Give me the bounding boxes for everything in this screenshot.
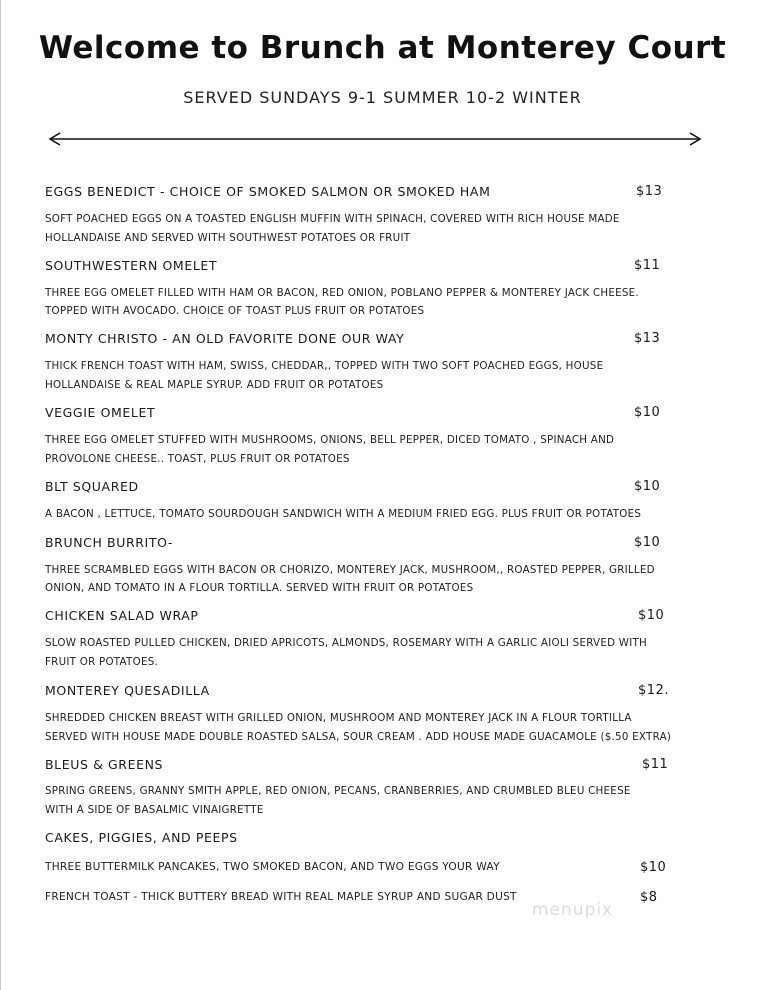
menu-item-name: BLT SQUARED	[45, 479, 139, 494]
menu-item-name: VEGGIE OMELET	[45, 405, 156, 420]
menu-item-desc: PROVOLONE CHEESE.. TOAST, PLUS FRUIT OR POTATOES	[45, 453, 350, 465]
menu-item-price: $13	[634, 331, 661, 346]
menu-item-desc: THICK FRENCH TOAST WITH HAM, SWISS, CHEDDAR,, TOPPED WITH TWO SOFT POACHED EGGS, HOUSE	[45, 360, 604, 372]
menu-item-price: $10	[634, 479, 661, 494]
menu-title: Welcome to Brunch at Monterey Court	[38, 30, 727, 66]
menu-item-price: $11	[634, 258, 661, 273]
menu-item-desc: SOFT POACHED EGGS ON A TOASTED ENGLISH MUFFIN WITH SPINACH, COVERED WITH RICH HOUSE MADE	[45, 213, 620, 225]
menu-item-desc: THREE EGG OMELET STUFFED WITH MUSHROOMS, ONIONS, BELL PEPPER, DICED TOMATO , SPINACH AND	[45, 434, 615, 446]
watermark: menupix	[532, 900, 614, 920]
menu-item-name: FRENCH TOAST - THICK BUTTERY BREAD WITH REAL MAPLE SYRUP AND SUGAR DUST	[45, 891, 517, 903]
page-edge	[0, 0, 1, 990]
menu-item-desc: HOLLANDAISE AND SERVED WITH SOUTHWEST POTATOES OR FRUIT	[45, 232, 411, 244]
menu-item-desc: ONION, AND TOMATO IN A FLOUR TORTILLA. SERVED WITH FRUIT OR POTATOES	[45, 582, 474, 594]
menu-item-name: BLEUS & GREENS	[45, 757, 164, 772]
menu-item-name: BRUNCH BURRITO-	[45, 535, 173, 550]
menu-item-desc: SERVED WITH HOUSE MADE DOUBLE ROASTED SALSA, SOUR CREAM . ADD HOUSE MADE GUACAMOLE ($.50 EXTRA)	[45, 731, 672, 743]
menu-item-desc: FRUIT OR POTATOES.	[45, 656, 159, 668]
menu-item-price: $11	[642, 757, 669, 772]
menu-item-name: CHICKEN SALAD WRAP	[45, 608, 199, 623]
menu-item-price: $10	[634, 405, 661, 420]
menu-item-price: $12.	[638, 683, 669, 698]
menu-item-price: $13	[636, 184, 663, 199]
menu-item-desc: HOLLANDAISE & REAL MAPLE SYRUP. ADD FRUIT OR POTATOES	[45, 379, 384, 391]
service-hours: SERVED SUNDAYS 9-1 SUMMER 10-2 WINTER	[183, 88, 582, 107]
menu-item-desc: SPRING GREENS, GRANNY SMITH APPLE, RED ONION, PECANS, CRANBERRIES, AND CRUMBLED BLEU CHEESE	[45, 785, 631, 797]
menu-item-desc: SLOW ROASTED PULLED CHICKEN, DRIED APRICOTS, ALMONDS, ROSEMARY WITH A GARLIC AIOLI SERVED WITH	[45, 637, 648, 649]
divider-arrow	[48, 130, 702, 148]
menu-item-desc: WITH A SIDE OF BASALMIC VINAIGRETTE	[45, 804, 264, 816]
menu-item-name: SOUTHWESTERN OMELET	[45, 258, 218, 273]
menu-item-desc: THREE BUTTERMILK PANCAKES, TWO SMOKED BACON, AND TWO EGGS YOUR WAY	[45, 861, 500, 873]
menu-item-price: $10	[640, 860, 667, 875]
menu-item-desc: TOPPED WITH AVOCADO. CHOICE OF TOAST PLUS FRUIT OR POTATOES	[45, 305, 425, 317]
menu-section-heading: CAKES, PIGGIES, AND PEEPS	[45, 830, 238, 845]
menu-item-name: MONTEREY QUESADILLA	[45, 683, 210, 698]
menu-item-desc: THREE SCRAMBLED EGGS WITH BACON OR CHORIZO, MONTEREY JACK, MUSHROOM,, ROASTED PEPPER, GRILLED	[45, 564, 655, 576]
menu-item-price: $10	[634, 535, 661, 550]
menu-item-name: MONTY CHRISTO - AN OLD FAVORITE DONE OUR WAY	[45, 331, 405, 346]
menu-item-price: $10	[638, 608, 665, 623]
menu-item-desc: SHREDDED CHICKEN BREAST WITH GRILLED ONION, MUSHROOM AND MONTEREY JACK IN A FLOUR TORTILLA	[45, 712, 632, 724]
menu-item-desc: A BACON , LETTUCE, TOMATO SOURDOUGH SANDWICH WITH A MEDIUM FRIED EGG. PLUS FRUIT OR POTATOES	[45, 508, 642, 520]
menu-item-desc: THREE EGG OMELET FILLED WITH HAM OR BACON, RED ONION, POBLANO PEPPER & MONTEREY JACK CHEESE.	[45, 287, 639, 299]
menu-item-name: EGGS BENEDICT - CHOICE OF SMOKED SALMON OR SMOKED HAM	[45, 184, 491, 199]
menu-item-price: $8	[640, 890, 658, 905]
